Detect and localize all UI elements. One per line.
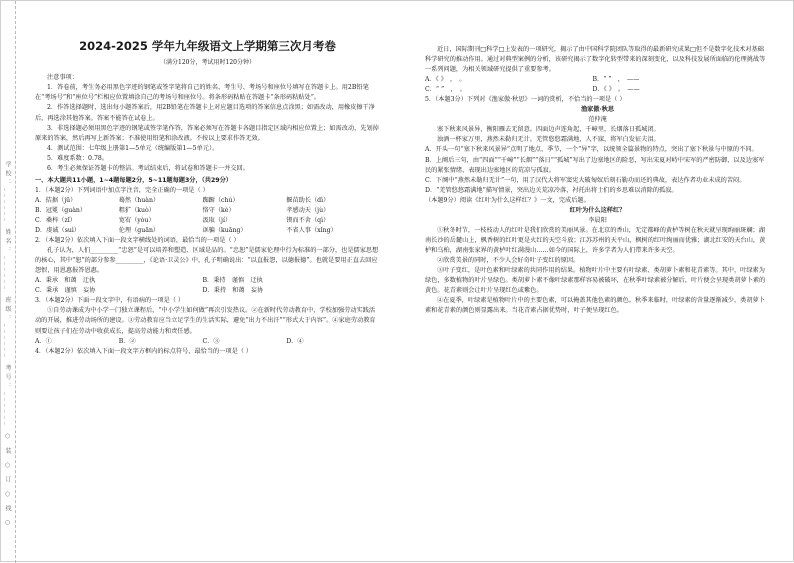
option-item: B．秉持 谨慎 迂执 — [202, 277, 263, 285]
option-item: 粗犷（kuò） — [118, 206, 155, 214]
question-4-option-row — [425, 85, 770, 95]
notice-item: 5．难度系数：0.78。 — [47, 154, 109, 162]
exam-subtitle: （满分120分，考试用时120分钟） — [160, 58, 255, 66]
gutter-text: 学校：______ 姓名：______ 班级：______ 考号：______ ○ 装 ○ 订 ○ 线 ○ — [4, 161, 11, 530]
left-column — [35, 39, 380, 357]
question-2-option-row — [35, 276, 380, 286]
option-item: 诓骗（kuāng） — [202, 227, 247, 235]
article-author: 李晨阳 — [588, 216, 607, 224]
option-item: C．③ — [202, 337, 220, 345]
option-item: D．秉持 和蔼 妄协 — [202, 287, 264, 295]
question-2-passage: 孔子认为，人们_________“忠恕”是可以培养和塑造、区域是品的。“忠恕”是儒家伦理中行为标准的一部分，也是儒家思想的核心，其中“恕”的部分参参_________，《论语·卫灵公》中，孔子明确说出：“以直报怨，以德报德”。也就是要用正直去回应怨恨，用恩惠报答恩惠。 — [35, 247, 379, 275]
option-item: B．② — [118, 337, 136, 345]
poem-line: 塞下秋来风景异，衡阳雁去无留意。四面边声连角起，千嶂里，长烟落日孤城闭。 — [437, 126, 660, 134]
notice-item: 6．考生必须保证答题卡的整洁。考试结束后，将试卷和答题卡一并交回。 — [47, 164, 249, 172]
question-3-passage: ①自劳动课成为中小学一门独立课程后，“中小学生如何做”再次引发热议。②在新时代劳动教育中，学校加强劳动实践活动的开展，推进劳动场所的建设。③劳动教育应当立足学生的生活实际，避免“出力不出汗”“形式大于内容”。④家庭劳动教育则要让孩子们在劳动中收获成长，提高劳动能力和责任感。 — [35, 307, 376, 335]
option-item: B．冠冕（guàn） — [35, 206, 87, 214]
article-paragraph: ④在夏季，叶绿素是植物叶片中的主要色素，可以掩盖其他色素的颜色。秋季来临时，叶绿素的含量逐渐减少，类胡萝卜素和花青素的颜色则显露出来。当花青素占据优势时，叶子便呈现红色。 — [425, 297, 765, 315]
notice-item: 2．作答选择题时，选出每小题答案后，用2B铅笔在答题卡上对应题目选项的答案信息点涂黑；如需改动，用橡皮擦干净后，再选涂其他答案。答案不能答在试卷上。 — [35, 104, 375, 122]
question-5-option: C．下阕中“燕然未勒归无计”一句，用了汉代大将军窦宪大破匈奴后刻石勒功而还的典故，表达作者功业未成的苦闷。 — [425, 176, 746, 184]
question-5-stem: 5．（本题3分）下列对《渔家傲·秋思》一词的赏析，不恰当的一项是（ ） — [425, 96, 626, 104]
question-1-stem: 1．（本题2分）下列词语中加点字注音，完全正确的一项是（ ） — [35, 186, 209, 194]
option-item: 揠苗助长（dì） — [286, 196, 330, 204]
right-column — [425, 45, 770, 316]
option-item: D．虔诚（suì） — [35, 227, 81, 235]
article-title: 红叶为什么这样红？ — [569, 206, 626, 214]
question-1-option-row — [35, 216, 380, 226]
option-item: C．“ ” ， 。 — [425, 86, 466, 94]
section-heading: 一、本大题共11小题，1~4题每题2分，5~11题每题3分，（共29分） — [35, 176, 232, 184]
option-item: A．《 》 ， 。 — [425, 76, 466, 84]
question-4-option-row — [425, 75, 770, 85]
option-item: C．桑梓（zǐ） — [35, 217, 76, 224]
article-paragraph: ①秋冬时节，一枝枝动人的红叶是我们欣赏的美丽风景。在北京的香山，无定都峰的黄栌等树在秋天就呈现绚丽斑斓；湖南长沙的岳麓山上，枫香树的红叶更是火红的天空斗放；江苏苏州的天平山，枫树的红叶绚丽而优雅；湖北红安的天台山，黄栌和乌桕，湖南张家界的黄栌叶红满漫山……如今的国际上，许多学者为人们带来许多天空。 — [425, 226, 766, 254]
poem-line: 浊酒一杯家万里，燕然未勒归无计。羌管悠悠霜满地，人不寐，将军白发征夫泪。 — [437, 136, 660, 144]
notice-item: 4．测试范围：七年级上册第1—5单元（统编版第1—5单元）。 — [47, 144, 219, 152]
question-5-option: A．开头一句“塞下秋来风景异”点明了地点、季节，一个“异”字，以统领全篇景物的特点，突出了塞下秋景与中原的不同。 — [425, 146, 758, 154]
binding-gutter — [1, 1, 16, 563]
poem-title: 渔家傲·秋思 — [580, 106, 615, 114]
question-5-option: B．上阕后三句，由“四面”“千嶂”“长烟”“落日”“孤城”写出了边塞地区的险恶，写出宋夏对峙中宋军的严密防御，以及边塞军民的紧张情绪，表现出边塞地区的荒凉与孤寂。 — [425, 156, 765, 174]
option-item: A．拮据（jū） — [35, 196, 77, 204]
question-1-option-row — [35, 226, 380, 236]
option-item: 伦理（guān） — [118, 227, 160, 235]
poem-author: 范仲淹 — [588, 116, 607, 124]
option-item: D．④ — [286, 337, 304, 345]
option-item: 汲取（jí） — [202, 217, 232, 224]
question-6-stem: （本题9分）阅读《红叶为什么这样红？》一文，完成后题。 — [425, 196, 590, 204]
question-2-option-row — [35, 286, 380, 296]
option-item: 孝感动天（jù） — [286, 206, 330, 214]
option-item: 恪守（kè） — [202, 206, 235, 214]
article-paragraph: ③叶子变红，是叶色素和叶绿素的共同作用的结果。植物叶片中主要有叶绿素、类胡萝卜素和花青素等。其中，叶绿素为绿色，多数植物的叶片呈绿色。类胡萝卜素不像叶绿素那样容易被破坏，在秋季叶绿素被分解后，叶片便会呈现类胡萝卜素的黄色。花青素则会让叶片呈现红色或紫色。 — [425, 267, 766, 295]
question-4-stem: 4．（本题2分）依次填入下面一段文字方框内的标点符号，最恰当的一项是（ ） — [35, 347, 253, 355]
notice-item: 1．答卷前，考生务必用黑色字迹的钢笔或签字笔将自己的姓名、考生号、考场号和座位号填写在答题卡上。用2B铅笔在“考场号”和“座位号”栏相应位置填涂自己的考场号和座位号。将条形码粘贴在答题卡“条形码粘贴处”。 — [35, 84, 369, 102]
option-item: 不省人事（xǐng） — [286, 227, 337, 235]
option-item: C．秉承 谨慎 妄协 — [35, 287, 96, 295]
option-item: A．① — [35, 337, 52, 345]
question-1-option-row — [35, 196, 380, 206]
option-item: A．秉承 和蔼 迂执 — [35, 277, 96, 285]
option-item: 蓦然（huàn） — [118, 196, 160, 204]
exam-title: 2024-2025 学年九年级语文上学期第三次月考卷 — [79, 39, 336, 53]
option-item: 踟蹰（chú） — [202, 196, 239, 204]
question-5-option: D．“羌管悠悠霜满地”描写情景，突出边关荒凉冷落，衬托出将士们的乡思难以消除的孤寂。 — [425, 186, 678, 194]
option-item: 锲而不舍（qì） — [286, 217, 330, 224]
option-item: B．“ ” ， —— — [592, 76, 640, 84]
article-paragraph: ②欣赏美景的同时，不少人会好奇叶子变红的原因。 — [437, 256, 580, 264]
option-item: D．《 》 。 —— — [592, 86, 640, 94]
question-3-option-row — [35, 337, 380, 347]
question-2-stem: 2．（本题2分）依次填入下面一段文字横线处的词语，最恰当的一项是（ ） — [35, 237, 240, 245]
notice-heading: 注意事项： — [47, 74, 78, 82]
notice-item: 3．非选择题必须用黑色字迹的钢笔或签字笔作答，答案必须写在答题卡各题目指定区域内相应位置上；如需改动，先划掉原来的答案，然后再写上新答案；不准使用铅笔和涂改液。不按以上要求作答无效。 — [35, 124, 379, 142]
question-3-stem: 3．（本题2分）下面一段文字中，有语病的一项是（ ） — [35, 297, 185, 305]
question-4-passage: 近日，国际期刊□科学□上发表的一项研究，揭示了由中国科学院团队等取得的最新研究成果□但不是数字化技术对基础科学研究的推动作用。通过对典型案例的分析，该研究揭示了数字化转型带来的深刻变化，以及科技发展所面临的伦理挑战等一系列问题，为相关领域研究提供了重要参考。 — [425, 46, 766, 74]
question-1-option-row — [35, 206, 380, 216]
option-item: 宽宥（yòu） — [118, 217, 155, 224]
